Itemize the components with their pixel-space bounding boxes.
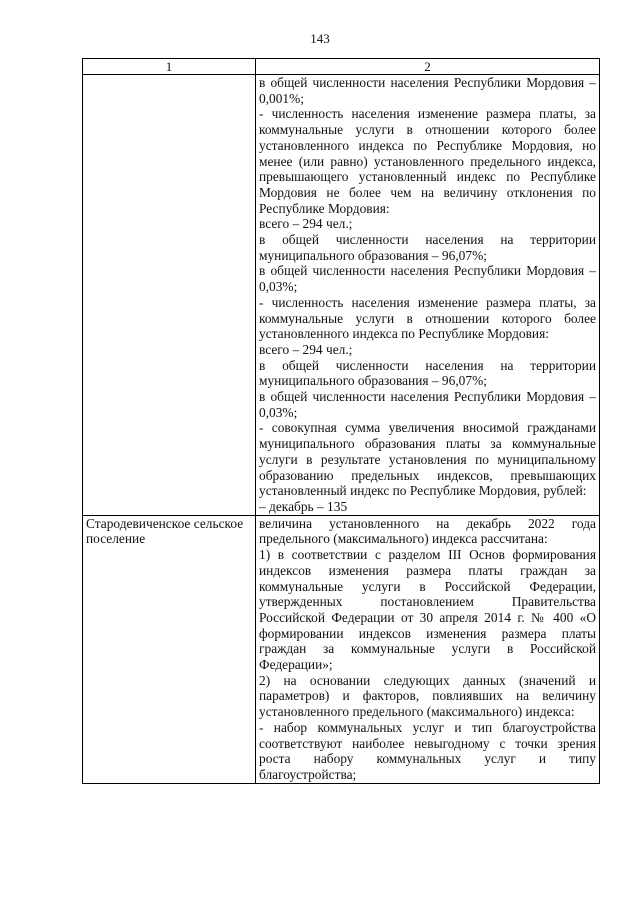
paragraph: в общей численности населения на территории муниципального образования – 96,07%;: [259, 232, 596, 263]
paragraph: в общей численности населения Республики Мордовия – 0,03%;: [259, 389, 596, 420]
column-header-1: 1: [83, 59, 256, 75]
table-cell-territory: Стародевиченское сельское поселение: [83, 515, 256, 783]
paragraph: в общей численности населения Республики Мордовия – 0,001%;: [259, 75, 596, 106]
paragraph: в общей численности населения на территории муниципального образования – 96,07%;: [259, 357, 596, 389]
paragraph: всего – 294 чел.;: [259, 216, 353, 232]
table-row: [83, 75, 600, 516]
paragraph: величина установленного на декабрь 2022 года предельного (максимального) индекса рассчитана:: [259, 515, 596, 547]
paragraph: - совокупная сумма увеличения вносимой гражданами муниципального образования платы за коммунальные услуги в результате установления по муниципальному образованию предельных индексов, превышающих установленный индекс по Республике Мордовия, рублей:: [259, 420, 596, 499]
paragraph: 2) на основании следующих данных (значений и параметров) и факторов, повлиявших на величину установленного предельного (максимального) индекса:: [259, 672, 596, 720]
paragraph: - набор коммунальных услуг и тип благоустройства соответствуют наиболее невыгодному с точки зрения роста набору коммунальных услуг и типу благоустройства;: [259, 719, 596, 782]
paragraph: 1) в соответствии с разделом III Основ формирования индексов изменения размера платы граждан за коммунальные услуги в Российской Федерации, утвержденных постановлением Правительства Российской Федерации от 30 апреля 2014 г. № 400 «О формировании индексов изменения размера платы граждан за коммунальные услуги в Российской Федерации»;: [259, 547, 596, 673]
table-row: [83, 515, 600, 783]
table-cell-details: [256, 515, 600, 783]
paragraph: - численность населения изменение размера платы, за коммунальные услуги в отношении которого более установленного индекса по Республике Мордовия:: [259, 294, 596, 342]
table-cell-territory: [83, 75, 256, 516]
paragraph: – декабрь – 135: [259, 498, 348, 514]
table-cell-details: [256, 75, 600, 516]
table-header-row: [83, 59, 600, 75]
paragraph: - численность населения изменение размера платы, за коммунальные услуги в отношении которого более установленного индекса по Республике Мордовия, но менее (или равно) установленного предельного индекса, превышающего установленный индекс по Республике Мордовия не более чем на величину отклонения по Республике Мордовия:: [259, 106, 596, 216]
page-number: 143: [310, 31, 330, 46]
column-header-2: 2: [256, 59, 600, 75]
document-table: [82, 58, 600, 784]
paragraph: в общей численности населения Республики Мордовия – 0,03%;: [259, 263, 596, 295]
paragraph: всего – 294 чел.;: [259, 341, 353, 357]
